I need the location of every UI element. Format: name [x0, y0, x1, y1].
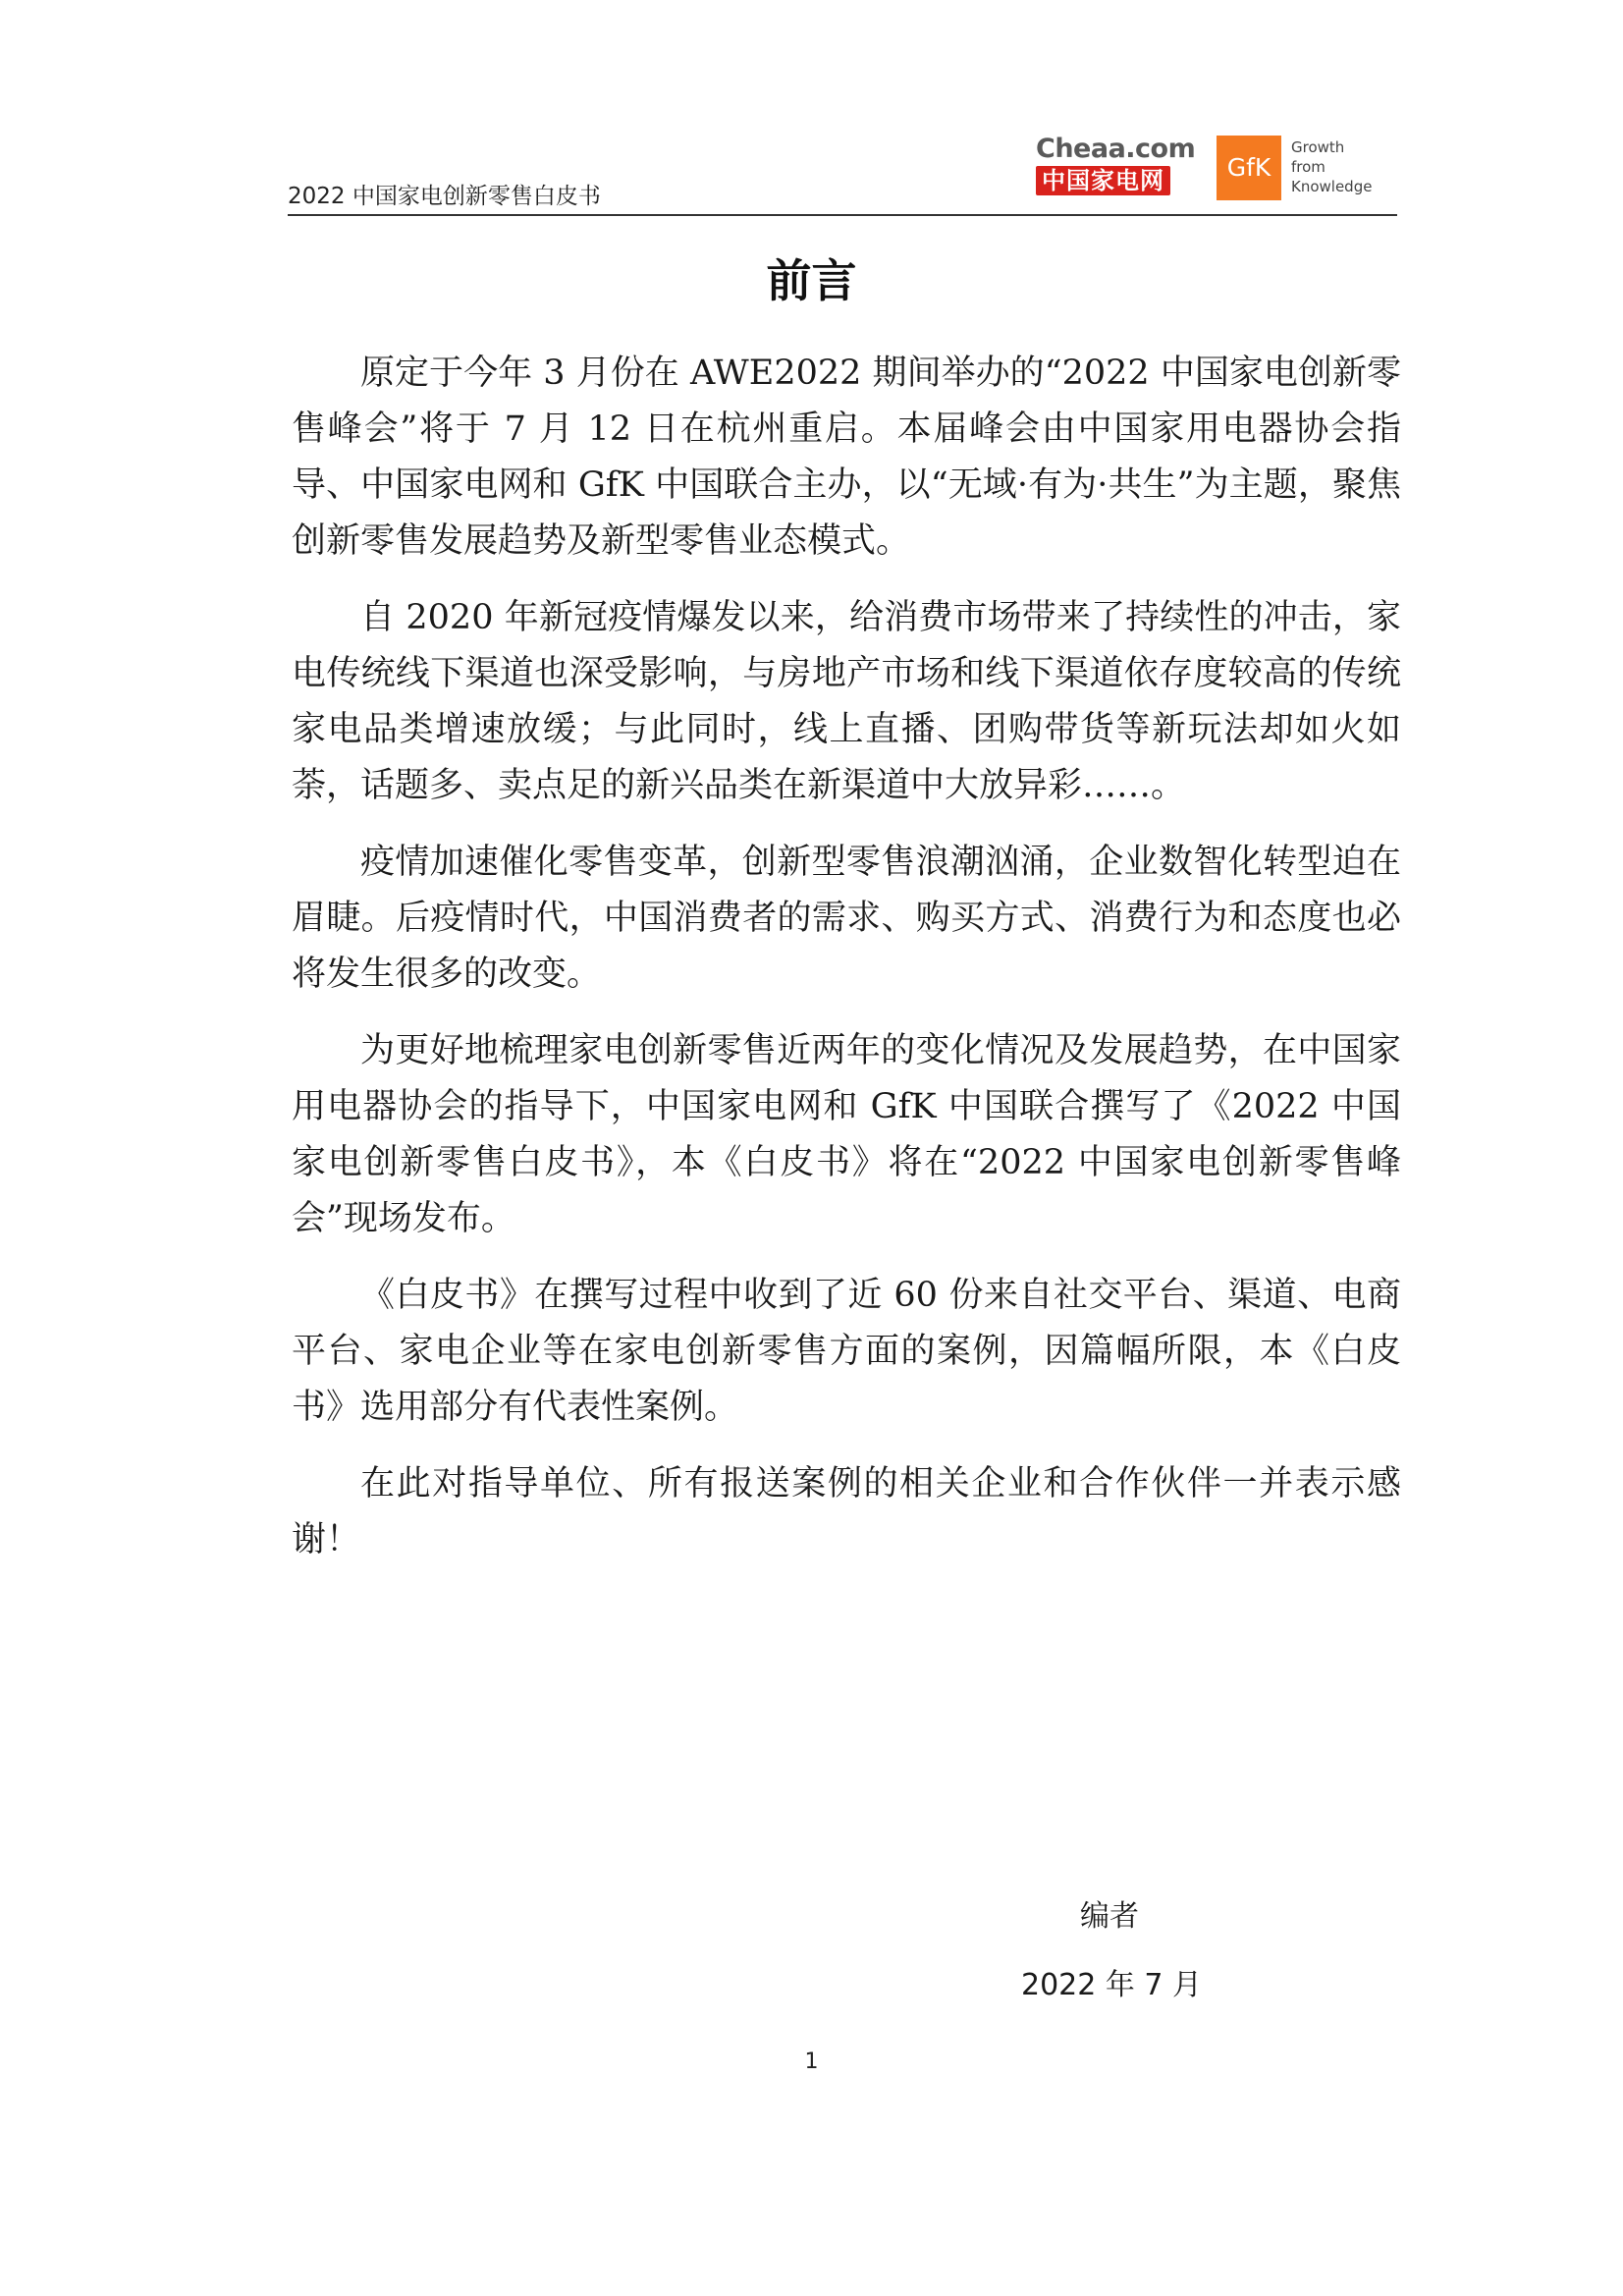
paragraph: 原定于今年 3 月份在 AWE2022 期间举办的“2022 中国家电创新零售峰会”将于 7 月 12 日在杭州重启。本届峰会由中国家用电器协会指导、中国家电网和 GfK 中国联合主办，以“无域·有为·共生”为主题，聚焦创新零售发展趋势及新型零售业态模式。: [292, 354, 1401, 561]
page-title: 前言: [766, 254, 857, 307]
preface-body: [292, 346, 1401, 1589]
signature-editor: 编者: [1080, 1899, 1139, 1934]
signature-date: 2022 年 7 月: [1021, 1968, 1203, 2002]
header-title: 2022 中国家电创新零售白皮书: [288, 184, 601, 209]
gfk-tagline-line: Growth: [1291, 138, 1345, 156]
paragraph: 疫情加速催化零售变革，创新型零售浪潮汹涌，企业数智化转型迫在眉睫。后疫情时代，中国消费者的需求、购买方式、消费行为和态度也必将发生很多的改变。: [292, 843, 1401, 994]
paragraph: 为更好地梳理家电创新零售近两年的变化情况及发展趋势，在中国家用电器协会的指导下，中国家电网和 GfK 中国联合撰写了《2022 中国家电创新零售白皮书》，本《白皮书》将在“2022 中国家电创新零售峰会”现场发布。: [292, 1031, 1401, 1238]
paragraph: 《白皮书》在撰写过程中收到了近 60 份来自社交平台、渠道、电商平台、家电企业等在家电创新零售方面的案例，因篇幅所限，本《白皮书》选用部分有代表性案例。: [292, 1276, 1401, 1427]
page-number: 1: [804, 2050, 819, 2074]
page-header: [288, 126, 1397, 216]
gfk-tagline-line: Knowledge: [1291, 178, 1373, 195]
cheaa-logo: [1036, 134, 1203, 198]
cheaa-logo-cn: 中国家电网: [1036, 166, 1170, 195]
header-divider: [288, 214, 1397, 216]
paragraph: 自 2020 年新冠疫情爆发以来，给消费市场带来了持续性的冲击，家电传统线下渠道也深受影响，与房地产市场和线下渠道依存度较高的传统家电品类增速放缓；与此同时，线上直播、团购带货等新玩法却如火如荼，话题多、卖点足的新兴品类在新渠道中大放异彩……。: [292, 598, 1401, 805]
gfk-logo: GfK: [1217, 136, 1281, 200]
gfk-tagline: [1291, 137, 1372, 196]
gfk-tagline-line: from: [1291, 158, 1325, 176]
paragraph: 在此对指导单位、所有报送案例的相关企业和合作伙伴一并表示感谢！: [292, 1464, 1401, 1559]
cheaa-logo-text: Cheaa.com: [1036, 134, 1196, 164]
